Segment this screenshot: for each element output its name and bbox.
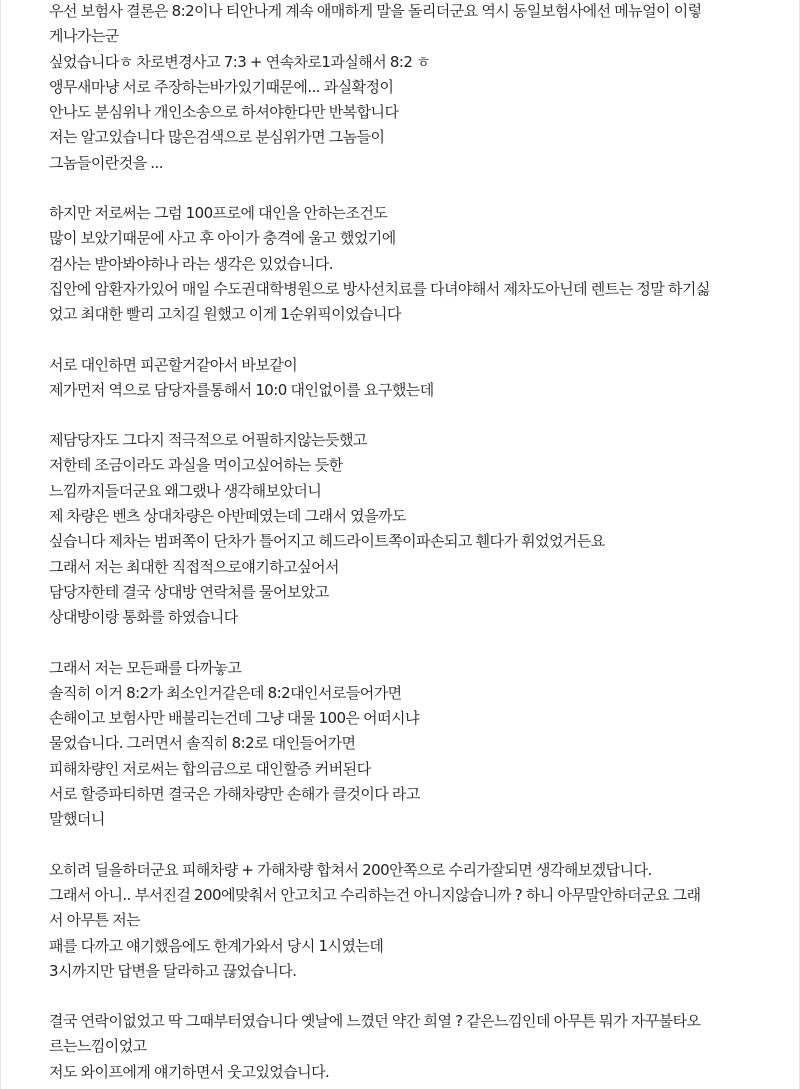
text-line: 패를 다까고 얘기했음에도 한계가와서 당시 1시였는데 [49, 936, 384, 955]
text-line: 서로 대인하면 피곤할거같아서 바보같이 [49, 355, 298, 374]
text-line: 안나도 분심위나 개인소송으로 하셔야한다만 반복합니다 [49, 103, 399, 122]
text-line: 말했더니 [49, 810, 105, 829]
text-line: 검사는 받아봐야하나 라는 생각은 있었습니다. [49, 254, 333, 273]
paragraph-3 [49, 353, 759, 404]
text-line: 그놈들이란것을 ... [49, 153, 163, 172]
text-line: 하지만 저로써는 그럼 100프로에 대인을 안하는조건도 [49, 204, 388, 223]
text-line: 제가먼저 역으로 담당자를통해서 10:0 대인없이를 요구했는데 [49, 380, 434, 399]
text-line: 우선 보험사 결론은 8:2이나 티안나게 계속 애매하게 말을 돌리더군요 역시 동일보험사에선 메뉴얼이 이렇 [49, 2, 702, 20]
text-line: 르는느낌이었고 [49, 1037, 147, 1056]
text-line: 제담당자도 그다지 적극적으로 어필하지않는듯했고 [49, 431, 367, 450]
text-line: 상대방이랑 통화를 하였습니다 [49, 608, 238, 627]
text-line: 많이 보았기때문에 사고 후 아이가 충격에 울고 했었기에 [49, 229, 396, 248]
text-line: 싶었습니다ㅎ 차로변경사고 7:3 + 연속차로1과실해서 8:2 ㅎ [49, 52, 431, 71]
text-line: 담당자한테 결국 상대방 연락처를 물어보았고 [49, 582, 329, 601]
text-line: 그래서 저는 최대한 직접적으로얘기하고싶어서 [49, 557, 339, 576]
text-line: 저는 알고있습니다 많은검색으로 분심위가면 그놈들이 [49, 128, 385, 147]
text-line: 집안에 암환자가있어 매일 수도권대학병원으로 방사선치료를 다녀야해서 제차도아닌데 렌트는 정말 하기싫 [49, 279, 710, 298]
text-line: 제 차량은 벤츠 상대차량은 아반떼였는데 그래서 였을까도 [49, 507, 406, 526]
text-line: 그래서 아니.. 부서진걸 200에맞춰서 안고치고 수리하는건 아니지않습니까 ? 하니 아무말안하더군요 그래 [49, 885, 701, 904]
article-body [49, 0, 759, 1089]
text-line: 오히려 딜을하더군요 피해차량 + 가해차량 합쳐서 200안쪽으로 수리가잘되면 생각해보겠답니다. [49, 860, 652, 879]
text-line: 피해차량인 저로써는 합의금으로 대인할증 커버된다 [49, 759, 371, 778]
paragraph-2 [49, 201, 759, 327]
paragraph-1 [49, 0, 759, 176]
text-line: 서 아무튼 저는 [49, 911, 141, 930]
paragraph-7 [49, 1009, 759, 1085]
text-line: 손해이고 보험사만 배불리는건데 그냥 대물 100은 어떠시냐 [49, 709, 419, 728]
text-line: 앵무새마냥 서로 주장하는바가있기때문에... 과실확정이 [49, 77, 394, 96]
paragraph-4 [49, 428, 759, 630]
text-line: 게나가는군 [49, 27, 119, 46]
text-line: 서로 할증파티하면 결국은 가해차량만 손해가 클것이다 라고 [49, 785, 420, 804]
text-line: 느낌까지들더군요 왜그랬나 생각해보았더니 [49, 481, 322, 500]
text-line: 었고 최대한 빨리 고치길 원했고 이게 1순위픽이었습니다 [49, 305, 401, 324]
paragraph-5 [49, 656, 759, 833]
paragraph-6 [49, 858, 759, 984]
text-line: 저한테 조금이라도 과실을 먹이고싶어하는 듯한 [49, 456, 343, 475]
text-line: 물었습니다. 그러면서 솔직히 8:2로 대인들어가면 [49, 734, 356, 753]
text-line: 싶습니다 제차는 범퍼쪽이 단차가 틀어지고 헤드라이트쪽이파손되고 휀다가 휘었었거든요 [49, 532, 605, 551]
text-line: 저도 와이프에게 얘기하면서 웃고있었습니다. [49, 1062, 330, 1081]
text-line: 결국 연락이없었고 딱 그때부터였습니다 옛날에 느꼈던 약간 희열 ? 같은느낌인데 아무튼 뭐가 자꾸불타오 [49, 1012, 701, 1031]
text-line: 솔직히 이거 8:2가 최소인거같은데 8:2대인서로들어가면 [49, 683, 402, 702]
text-line: 3시까지만 답변을 달라하고 끊었습니다. [49, 961, 297, 980]
text-line: 그래서 저는 모든패를 다까놓고 [49, 658, 242, 677]
